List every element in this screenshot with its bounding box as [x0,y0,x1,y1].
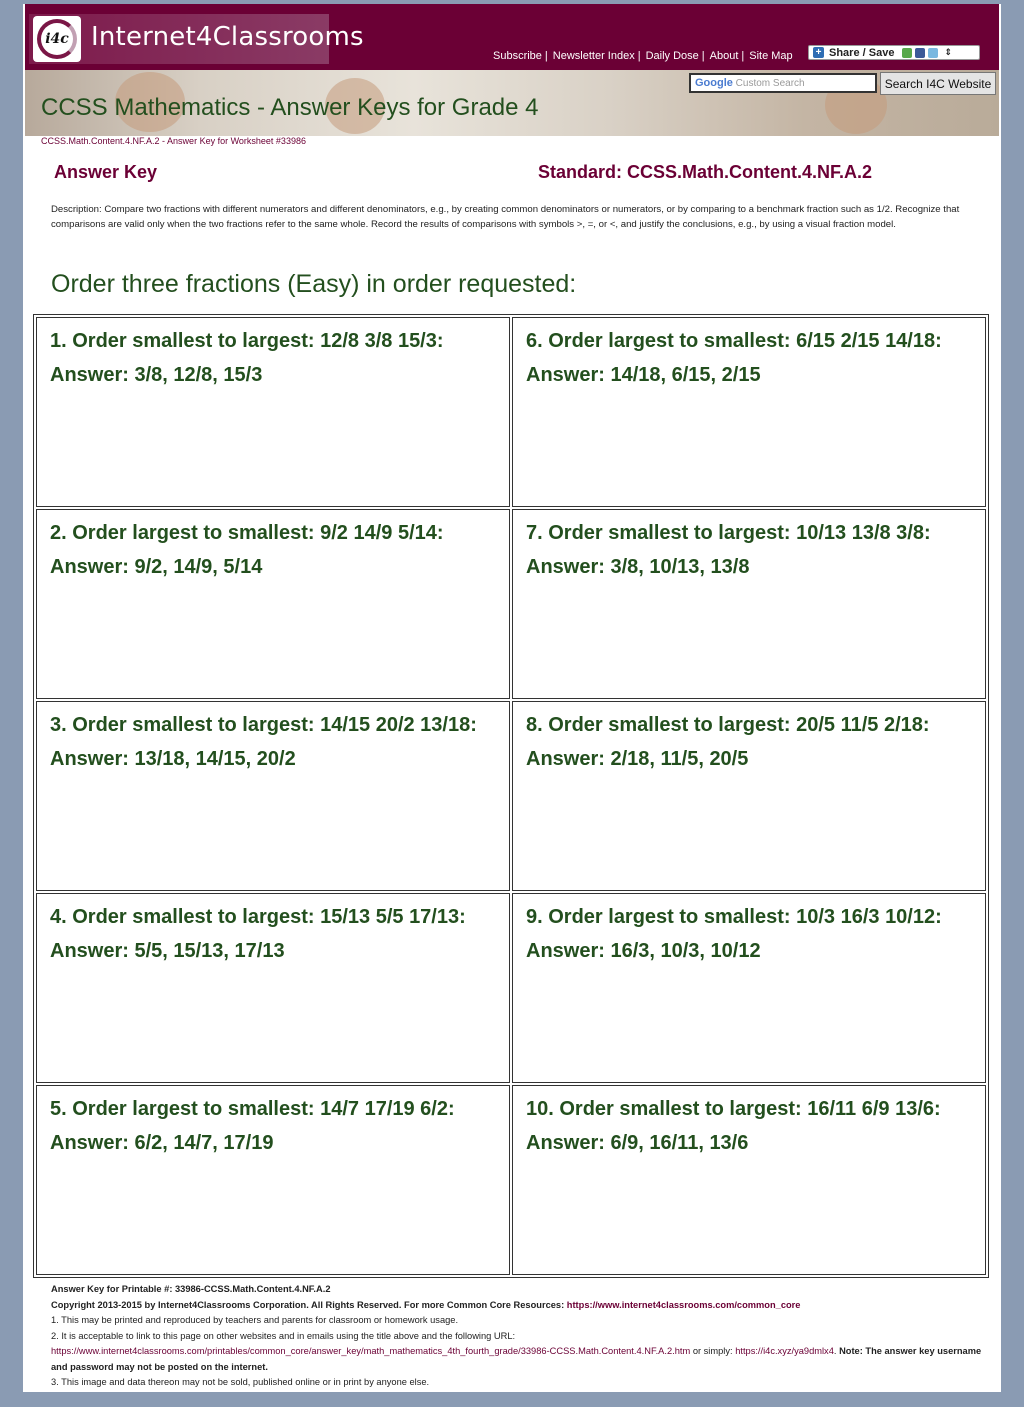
footer-copyright: Copyright 2013-2015 by Internet4Classrooms Corporation. All Rights Reserved. For more Common Core Resources: [51,1299,565,1310]
question-text: 5. Order largest to smallest: 14/7 17/19 6/2: [50,1098,455,1120]
search-input[interactable] [689,73,877,93]
answer-text: Answer: 14/18, 6/15, 2/15 [526,364,761,386]
short-url-link[interactable]: https://i4c.xyz/ya9dmlx4 [735,1346,834,1356]
logo-mark-text: i4c [45,31,69,47]
answer-text: Answer: 9/2, 14/9, 5/14 [50,556,263,578]
question-text: 4. Order smallest to largest: 15/13 5/5 17/13: [50,906,466,928]
answer-text: Answer: 3/8, 12/8, 15/3 [50,364,263,386]
footer-note-3: 3. This image and data thereon may not be sold, published online or in print by anyone else. [51,1377,430,1387]
standard-description: Description: Compare two fractions with different numerators and different denominators, e.g., by creating common denominators or numerators, or by comparing to a benchmark fraction such as 1/2. Recognize that comparisons are valid only when the two fractions refer to the same whole. Record the results of comparisons with symbols >, =, or <, and justify the conclusions, e.g., by using a visual fraction model. [51,204,960,230]
chevron-updown-icon: ⇕ [944,47,952,57]
google-logo: Google [695,77,733,89]
footer: Answer Key for Printable #: 33986-CCSS.Math.Content.4.NF.A.2 Copyright 2013-2015 by Internet4Classrooms Corporation. All Rights Reserved. For more Common Core Resources: https://www.internet4classrooms.com/common_core 1. This may be printed and reproduced by teachers and parents for classroom or homework usage. 2. It is acceptable to link to this page on other websites and in emails using the title above and the following URL: https://www.internet4classrooms.com/printables/common_core/answer_key/math_mathematics_4th_fourth_grade/33986-CCSS.Math.Content.4.NF.A.2.htm or simply: https://i4c.xyz/ya9dmlx4. Note: The answer key username and password may not be posted on the internet. 3. This image and data thereon may not be sold, published online or in print by anyone else. [51,1282,986,1391]
question-text: 1. Order smallest to largest: 12/8 3/8 15/3: [50,330,444,352]
nav-newsletter-index[interactable]: Newsletter Index [552,50,635,62]
page-url-link[interactable]: https://www.internet4classrooms.com/printables/common_core/answer_key/math_mathematics_4th_fourth_grade/33986-CCSS.Math.Content.4.NF.A.2.htm [51,1346,691,1356]
common-core-link[interactable]: https://www.internet4classrooms.com/common_core [566,1299,801,1310]
question-cell [36,509,510,699]
question-text: 7. Order smallest to largest: 10/13 13/8 3/8: [526,522,931,544]
question-text: 2. Order largest to smallest: 9/2 14/9 5/14: [50,522,444,544]
answer-text: Answer: 2/18, 11/5, 20/5 [526,748,749,770]
answer-text: Answer: 5/5, 15/13, 17/13 [50,940,285,962]
logo-mark [33,16,81,62]
question-text: 3. Order smallest to largest: 14/15 20/2 13/18: [50,714,477,736]
question-cell [512,1085,986,1275]
answer-key-label: Answer Key [54,162,158,182]
answer-text: Answer: 6/2, 14/7, 17/19 [50,1132,274,1154]
site-logo[interactable] [29,14,364,64]
page-title: CCSS Mathematics - Answer Keys for Grade 4 [41,94,539,121]
twitter-icon [928,48,938,58]
nav-subscribe[interactable]: Subscribe [493,50,542,62]
answer-text: Answer: 16/3, 10/3, 10/12 [526,940,761,962]
question-cell [36,893,510,1083]
answer-text: Answer: 3/8, 10/13, 13/8 [526,556,750,578]
nav-site-map[interactable]: Site Map [749,50,793,62]
question-text: 9. Order largest to smallest: 10/3 16/3 10/12: [526,906,942,928]
share-save-button[interactable] [808,45,980,60]
top-bar [25,4,999,70]
answer-text: Answer: 6/9, 16/11, 13/6 [526,1132,749,1154]
search-button[interactable]: Search I4C Website [880,72,996,95]
questions-table [33,314,989,1278]
share-email-icon [902,48,912,58]
facebook-icon [915,48,925,58]
section-title: Order three fractions (Easy) in order requested: [51,270,577,298]
question-text: 10. Order smallest to largest: 16/11 6/9 13/6: [526,1098,941,1120]
share-plus-icon: + [813,47,824,58]
question-cell [512,701,986,891]
nav-daily-dose[interactable]: Daily Dose [645,50,699,62]
standard-label: Standard: CCSS.Math.Content.4.NF.A.2 [538,162,873,182]
footer-or-simply: or simply: [692,1346,733,1356]
question-cell [36,1085,510,1275]
search-placeholder: Custom Search [735,78,805,89]
footer-note-2: 2. It is acceptable to link to this page on other websites and in emails using the title above and the following URL: [51,1330,516,1341]
question-cell [36,701,510,891]
page [23,4,1001,1392]
question-text: 8. Order smallest to largest: 20/5 11/5 2/18: [526,714,930,736]
footer-note-bold: Note: The answer key username and password may not be posted on the internet. [51,1346,982,1372]
question-cell [512,893,986,1083]
question-text: 6. Order largest to smallest: 6/15 2/15 14/18: [526,330,942,352]
logo-ring-icon [37,19,77,59]
nav-about[interactable]: About [709,50,739,62]
breadcrumb[interactable]: CCSS.Math.Content.4.NF.A.2 - Answer Key for Worksheet #33986 [41,136,306,146]
share-label: Share / Save [829,46,895,59]
footer-note-1: 1. This may be printed and reproduced by teachers and parents for classroom or homework usage. [51,1315,459,1325]
logo-text: Internet4Classrooms [91,22,364,52]
answer-text: Answer: 13/18, 14/15, 20/2 [50,748,296,770]
question-cell [512,317,986,507]
question-cell [512,509,986,699]
question-cell [36,317,510,507]
top-nav: Subscribe | Newsletter Index | Daily Dose | About | Site Map [493,50,793,62]
footer-printable-id: Answer Key for Printable #: 33986-CCSS.Math.Content.4.NF.A.2 [51,1284,331,1294]
